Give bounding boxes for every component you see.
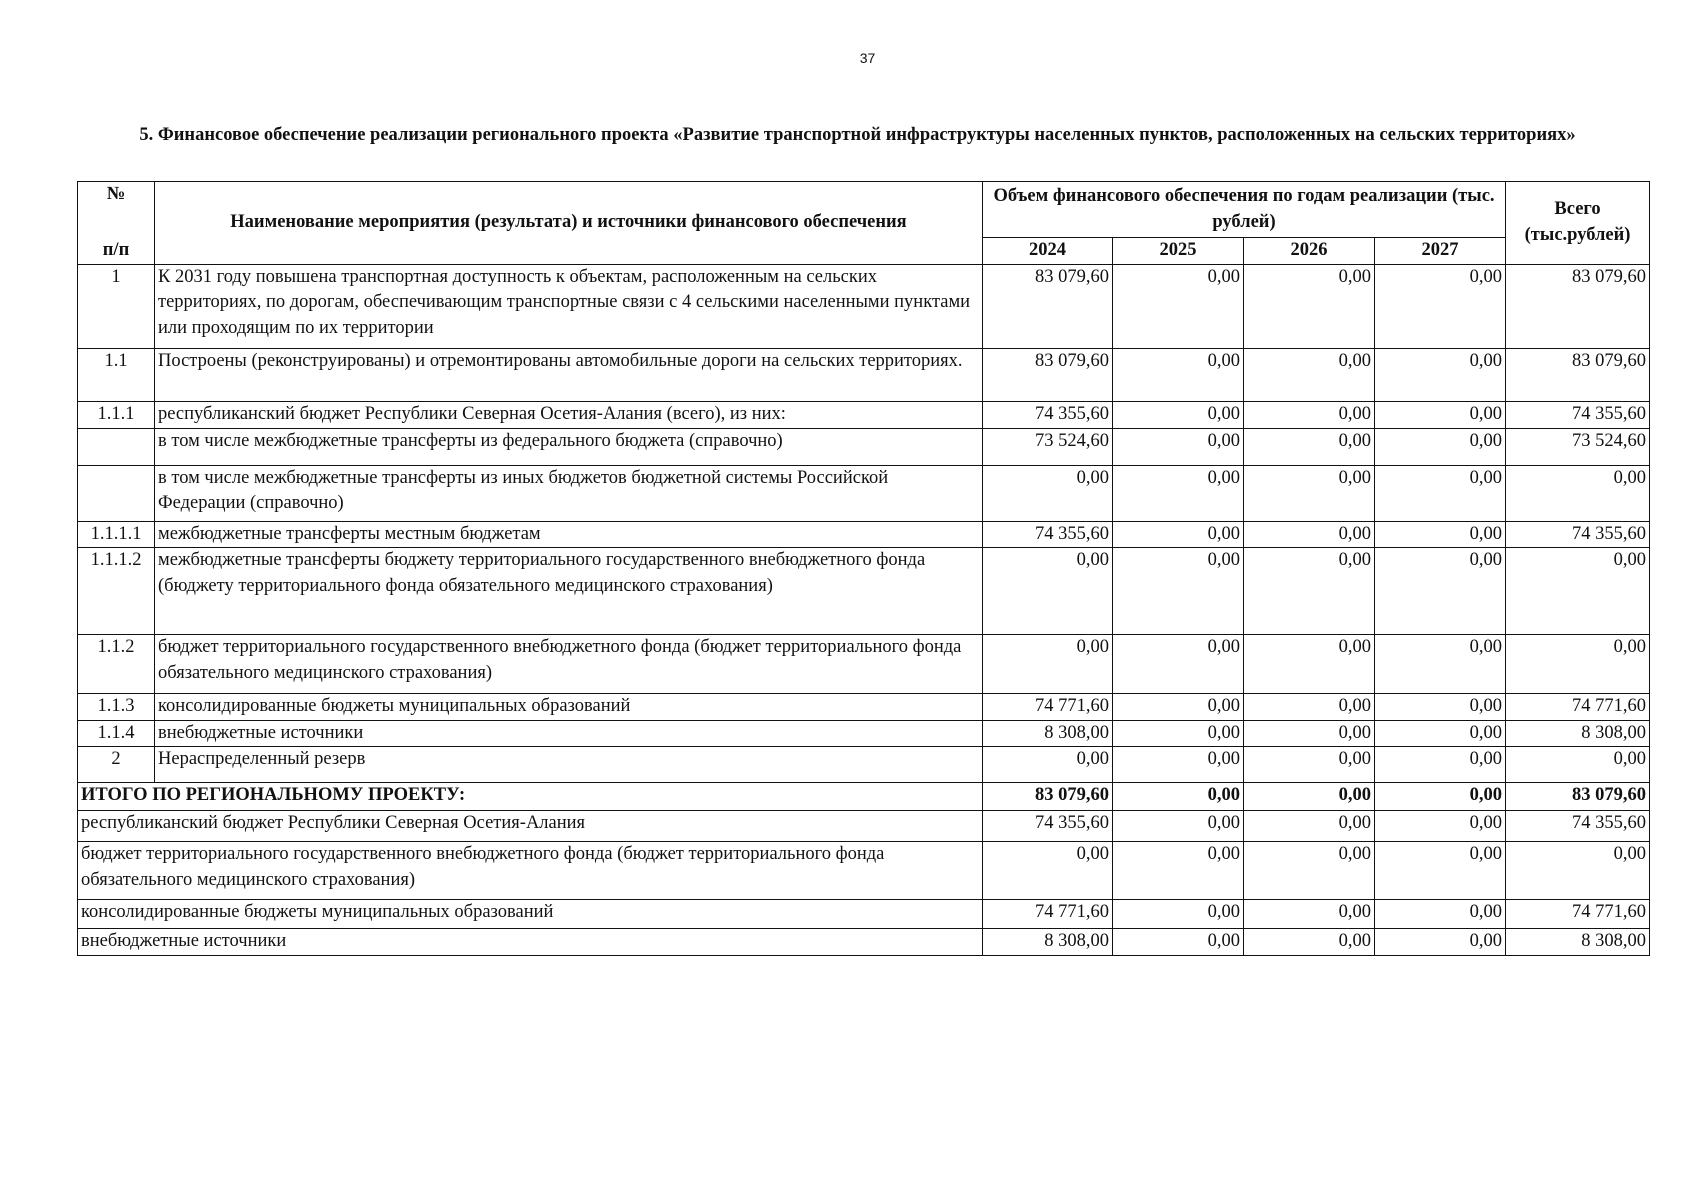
table-row xyxy=(78,348,1650,401)
row-num xyxy=(78,428,155,465)
summary-value-2024: 83 079,60 xyxy=(983,783,1113,811)
row-num: 1.1.3 xyxy=(78,694,155,721)
row-value-2025: 0,00 xyxy=(1113,401,1244,428)
header-year-2026: 2026 xyxy=(1244,238,1375,265)
header-volume: Объем финансового обеспечения по годам реализации (тыс. рублей) xyxy=(983,182,1506,238)
row-name: в том числе межбюджетные трансферты из иных бюджетов бюджетной системы Российской Федерации (справочно) xyxy=(155,465,983,521)
header-year-2027: 2027 xyxy=(1375,238,1506,265)
row-value-2024: 73 524,60 xyxy=(983,428,1113,465)
row-value-2025: 0,00 xyxy=(1113,694,1244,721)
summary-row xyxy=(78,842,1650,900)
table-row xyxy=(78,694,1650,721)
row-num: 1.1.1 xyxy=(78,401,155,428)
row-total: 0,00 xyxy=(1506,747,1650,783)
row-value-2025: 0,00 xyxy=(1113,747,1244,783)
row-value-2027: 0,00 xyxy=(1375,264,1506,348)
table-row xyxy=(78,428,1650,465)
summary-row xyxy=(78,811,1650,842)
table-row xyxy=(78,401,1650,428)
row-value-2024: 0,00 xyxy=(983,747,1113,783)
row-name: бюджет территориального государственного внебюджетного фонда (бюджет территориального фонда обязательного медицинского страхования) xyxy=(155,635,983,694)
header-num xyxy=(78,182,155,238)
row-name: консолидированные бюджеты муниципальных образований xyxy=(155,694,983,721)
header-num-top: № xyxy=(106,184,126,204)
page-number: 37 xyxy=(859,50,876,66)
row-total: 73 524,60 xyxy=(1506,428,1650,465)
summary-name: республиканский бюджет Республики Северная Осетия-Алания xyxy=(78,811,983,842)
row-num: 1.1.4 xyxy=(78,720,155,747)
summary-value-2027: 0,00 xyxy=(1375,783,1506,811)
summary-value-2026: 0,00 xyxy=(1244,783,1375,811)
table-row xyxy=(78,747,1650,783)
row-value-2025: 0,00 xyxy=(1113,348,1244,401)
row-value-2025: 0,00 xyxy=(1113,465,1244,521)
row-total: 83 079,60 xyxy=(1506,348,1650,401)
row-name: республиканский бюджет Республики Северная Осетия-Алания (всего), из них: xyxy=(155,401,983,428)
summary-value-2027: 0,00 xyxy=(1375,811,1506,842)
summary-total: 0,00 xyxy=(1506,842,1650,900)
row-total: 83 079,60 xyxy=(1506,264,1650,348)
summary-value-2026: 0,00 xyxy=(1244,842,1375,900)
header-num-bottom: п/п xyxy=(78,238,155,265)
row-total: 0,00 xyxy=(1506,548,1650,635)
row-name: межбюджетные трансферты местным бюджетам xyxy=(155,521,983,548)
row-value-2025: 0,00 xyxy=(1113,521,1244,548)
row-total: 74 771,60 xyxy=(1506,694,1650,721)
table-row xyxy=(78,720,1650,747)
table-row xyxy=(78,548,1650,635)
table-row xyxy=(78,635,1650,694)
row-value-2027: 0,00 xyxy=(1375,401,1506,428)
row-name: К 2031 году повышена транспортная доступность к объектам, расположенным на сельских территориях, по дорогам, обеспечивающим транспортные связи с 4 сельскими населенными пунктами или проходящим по их территории xyxy=(155,264,983,348)
row-name: Построены (реконструированы) и отремонтированы автомобильные дороги на сельских территориях. xyxy=(155,348,983,401)
summary-value-2025: 0,00 xyxy=(1113,811,1244,842)
row-value-2027: 0,00 xyxy=(1375,348,1506,401)
row-value-2024: 83 079,60 xyxy=(983,348,1113,401)
table-row xyxy=(78,264,1650,348)
row-value-2024: 74 355,60 xyxy=(983,521,1113,548)
row-value-2026: 0,00 xyxy=(1244,348,1375,401)
summary-value-2024: 74 771,60 xyxy=(983,900,1113,929)
row-value-2027: 0,00 xyxy=(1375,720,1506,747)
row-total: 8 308,00 xyxy=(1506,720,1650,747)
row-name: межбюджетные трансферты бюджету территориального государственного внебюджетного фонда (бюджету территориального фонда обязательного медицинского страхования) xyxy=(155,548,983,635)
summary-row xyxy=(78,900,1650,929)
summary-total: 8 308,00 xyxy=(1506,929,1650,956)
summary-value-2027: 0,00 xyxy=(1375,900,1506,929)
summary-value-2025: 0,00 xyxy=(1113,929,1244,956)
summary-value-2024: 74 355,60 xyxy=(983,811,1113,842)
summary-value-2025: 0,00 xyxy=(1113,783,1244,811)
row-num: 1 xyxy=(78,264,155,348)
row-value-2024: 83 079,60 xyxy=(983,264,1113,348)
row-value-2026: 0,00 xyxy=(1244,428,1375,465)
header-year-2024: 2024 xyxy=(983,238,1113,265)
row-value-2024: 0,00 xyxy=(983,635,1113,694)
summary-name: бюджет территориального государственного внебюджетного фонда (бюджет территориального фонда обязательного медицинского страхования) xyxy=(78,842,983,900)
summary-row-total xyxy=(78,783,1650,811)
row-num: 1.1.2 xyxy=(78,635,155,694)
row-value-2026: 0,00 xyxy=(1244,635,1375,694)
summary-value-2026: 0,00 xyxy=(1244,900,1375,929)
row-value-2026: 0,00 xyxy=(1244,694,1375,721)
summary-value-2024: 0,00 xyxy=(983,842,1113,900)
table-header-row xyxy=(78,182,1650,238)
row-value-2025: 0,00 xyxy=(1113,264,1244,348)
row-num xyxy=(78,465,155,521)
summary-value-2027: 0,00 xyxy=(1375,842,1506,900)
summary-value-2026: 0,00 xyxy=(1244,811,1375,842)
row-name: внебюджетные источники xyxy=(155,720,983,747)
summary-value-2027: 0,00 xyxy=(1375,929,1506,956)
row-value-2024: 74 771,60 xyxy=(983,694,1113,721)
row-value-2026: 0,00 xyxy=(1244,465,1375,521)
row-value-2027: 0,00 xyxy=(1375,548,1506,635)
row-value-2026: 0,00 xyxy=(1244,401,1375,428)
row-total: 74 355,60 xyxy=(1506,401,1650,428)
row-num: 1.1.1.1 xyxy=(78,521,155,548)
row-value-2025: 0,00 xyxy=(1113,548,1244,635)
row-value-2025: 0,00 xyxy=(1113,428,1244,465)
row-value-2027: 0,00 xyxy=(1375,694,1506,721)
row-value-2026: 0,00 xyxy=(1244,264,1375,348)
row-value-2025: 0,00 xyxy=(1113,635,1244,694)
header-name: Наименование мероприятия (результата) и источники финансового обеспечения xyxy=(155,182,983,265)
row-value-2024: 74 355,60 xyxy=(983,401,1113,428)
row-num: 1.1 xyxy=(78,348,155,401)
row-name: в том числе межбюджетные трансферты из федерального бюджета (справочно) xyxy=(155,428,983,465)
summary-value-2025: 0,00 xyxy=(1113,842,1244,900)
summary-row xyxy=(78,929,1650,956)
summary-value-2026: 0,00 xyxy=(1244,929,1375,956)
summary-value-2024: 8 308,00 xyxy=(983,929,1113,956)
row-value-2024: 0,00 xyxy=(983,548,1113,635)
financing-table xyxy=(77,181,1650,956)
section-title: 5. Финансовое обеспечение реализации регионального проекта «Развитие транспортной инфраструктуры населенных пунктов, расположенных на сельских территориях» xyxy=(139,125,1576,145)
row-value-2025: 0,00 xyxy=(1113,720,1244,747)
summary-name: ИТОГО ПО РЕГИОНАЛЬНОМУ ПРОЕКТУ: xyxy=(78,783,983,811)
row-value-2026: 0,00 xyxy=(1244,720,1375,747)
header-year-2025: 2025 xyxy=(1113,238,1244,265)
row-value-2026: 0,00 xyxy=(1244,548,1375,635)
summary-name: консолидированные бюджеты муниципальных образований xyxy=(78,900,983,929)
row-total: 74 355,60 xyxy=(1506,521,1650,548)
header-total: Всего (тыс.рублей) xyxy=(1506,182,1650,265)
summary-total: 74 355,60 xyxy=(1506,811,1650,842)
summary-total: 74 771,60 xyxy=(1506,900,1650,929)
row-num: 1.1.1.2 xyxy=(78,548,155,635)
row-value-2027: 0,00 xyxy=(1375,428,1506,465)
row-value-2026: 0,00 xyxy=(1244,747,1375,783)
row-value-2027: 0,00 xyxy=(1375,635,1506,694)
row-value-2026: 0,00 xyxy=(1244,521,1375,548)
row-num: 2 xyxy=(78,747,155,783)
summary-total: 83 079,60 xyxy=(1506,783,1650,811)
row-value-2024: 0,00 xyxy=(983,465,1113,521)
row-total: 0,00 xyxy=(1506,635,1650,694)
row-value-2027: 0,00 xyxy=(1375,465,1506,521)
table-row xyxy=(78,465,1650,521)
row-name: Нераспределенный резерв xyxy=(155,747,983,783)
summary-name: внебюджетные источники xyxy=(78,929,983,956)
summary-value-2025: 0,00 xyxy=(1113,900,1244,929)
row-total: 0,00 xyxy=(1506,465,1650,521)
row-value-2027: 0,00 xyxy=(1375,521,1506,548)
row-value-2024: 8 308,00 xyxy=(983,720,1113,747)
row-value-2027: 0,00 xyxy=(1375,747,1506,783)
table-row xyxy=(78,521,1650,548)
